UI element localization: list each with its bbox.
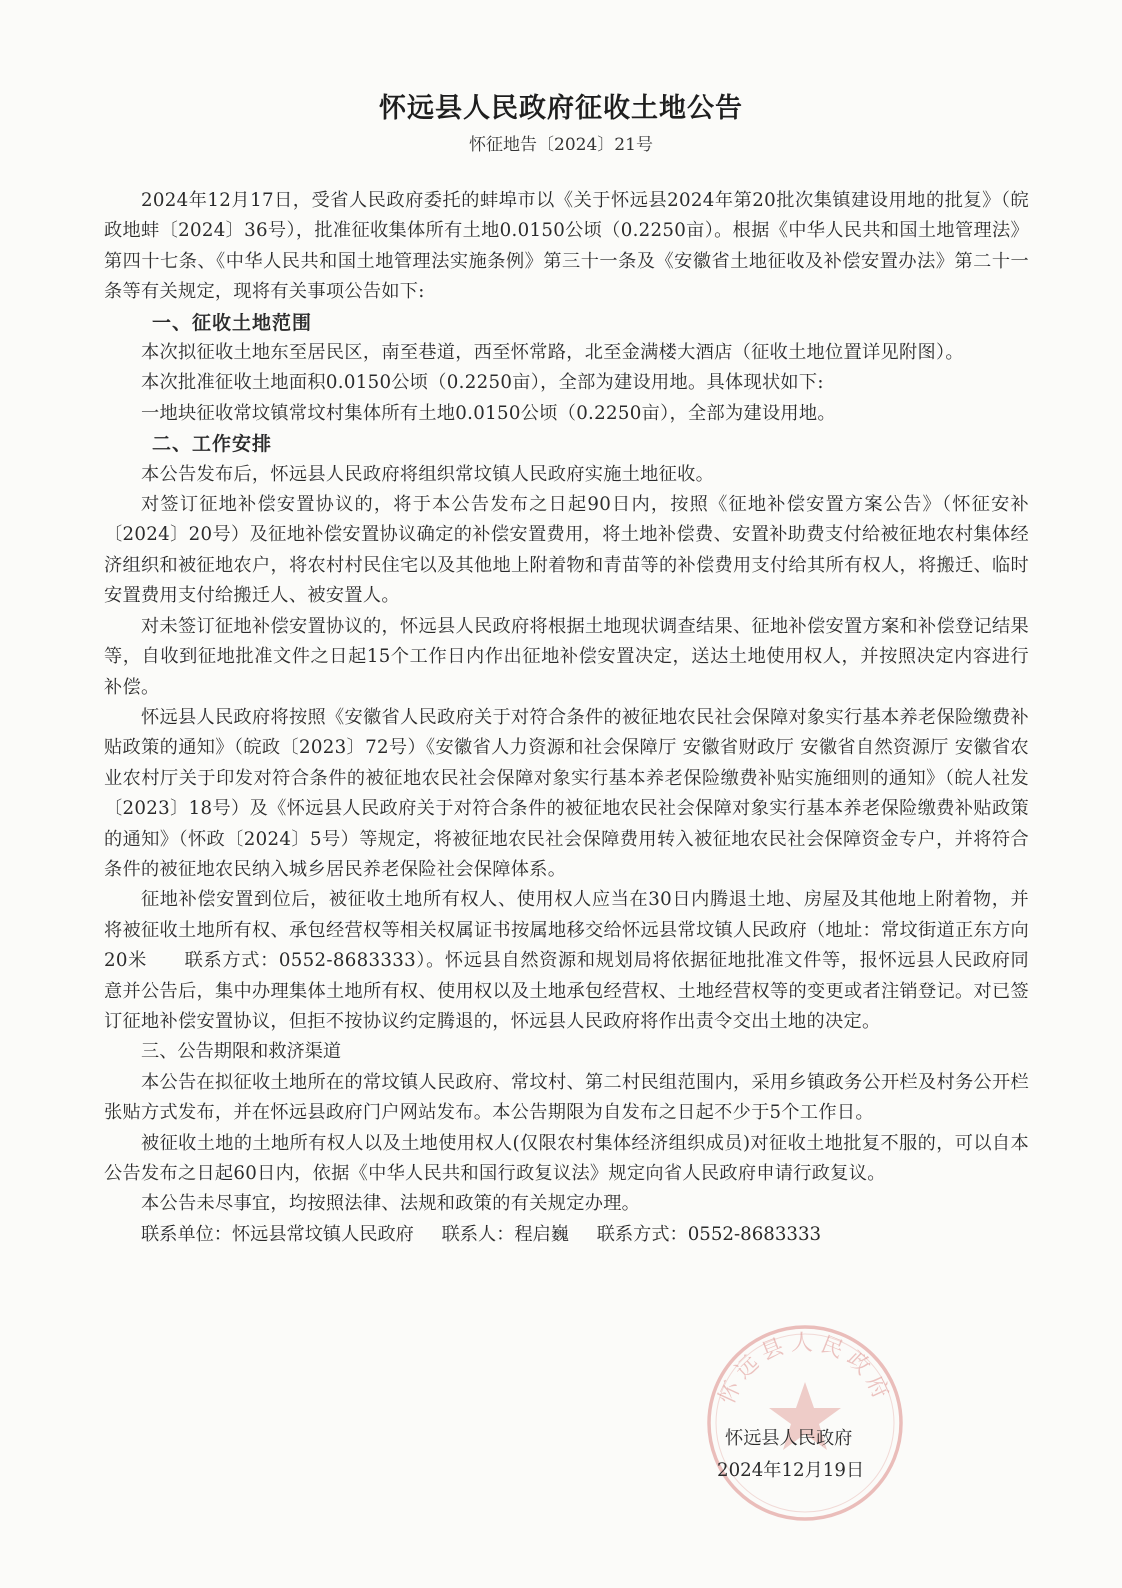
contact-unit: 联系单位：怀远县常坟镇人民政府 (141, 1223, 414, 1245)
paragraph: 一地块征收常坟镇常坟村集体所有土地0.0150公顷（0.2250亩），全部为建设用地。 (141, 402, 836, 424)
contact-person: 联系人：程启巍 (441, 1223, 569, 1245)
seal-text: 怀远县人民政府 (714, 1330, 896, 1409)
notice-body (104, 186, 1029, 1250)
paragraph: 本公告发布后，怀远县人民政府将组织常坟镇人民政府实施土地征收。 (141, 463, 715, 485)
contact-phone: 联系方式：0552-8683333 (596, 1223, 822, 1245)
intro-paragraph: 2024年12月17日，受省人民政府委托的蚌埠市以《关于怀远县2024年第20批次集镇建设用地的批复》（皖政地蚌〔2024〕36号），批准征收集体所有土地0.0150公顷（0.2250亩）。根据《中华人民共和国土地管理法》第四十七条、《中华人民共和国土地管理法实施条例》第三十一条及《安徽省土地征收及补偿安置办法》第二十一条等有关规定，现将有关事项公告如下: (104, 190, 1029, 303)
section-heading-arrangement: 二、工作安排 (152, 433, 273, 456)
contact-line (104, 1220, 1029, 1250)
official-seal-icon (700, 1318, 910, 1528)
paragraph: 本公告在拟征收土地所在的常坟镇人民政府、常坟村、第二村民组范围内，采用乡镇政务公开栏及村务公开栏张贴方式发布，并在怀远县政府门户网站发布。本公告期限为自发布之日起不少于5个工作日。 (104, 1071, 1029, 1124)
paragraph: 怀远县人民政府将按照《安徽省人民政府关于对符合条件的被征地农民社会保障对象实行基本养老保险缴费补贴政策的通知》（皖政〔2023〕72号）《安徽省人力资源和社会保障厅 安徽省财政厅 安徽省自然资源厅 安徽省农业农村厅关于印发对符合条件的被征地农民社会保障对象实行基本养老保险缴费补贴实施细则的通知》（皖人社发〔2023〕18号）及《怀远县人民政府关于对符合条件的被征地农民社会保障对象实行基本养老保险缴费补贴政策的通知》（怀政〔2024〕5号）等规定，将被征地农民社会保障费用转入被征地农民社会保障资金专户，并将符合条件的被征地农民纳入城乡居民养老保险社会保障体系。 (104, 706, 1029, 880)
section-heading-period: 三、公告期限和救济渠道 (141, 1041, 342, 1063)
issuer-name: 怀远县人民政府 (725, 1428, 853, 1449)
section-heading-scope: 一、征收土地范围 (152, 311, 313, 334)
paragraph: 征地补偿安置到位后，被征收土地所有权人、使用权人应当在30日内腾退土地、房屋及其他地上附着物，并将被征收土地所有权、承包经营权等相关权属证书按属地移交给怀远县常坟镇人民政府（地址：常坟街道正东方向20米 联系方式：0552-8683333）。怀远县自然资源和规划局将依据征地批准文件等，报怀远县人民政府同意并公告后，集中办理集体土地所有权、使用权以及土地承包经营权、土地经营权等的变更或者注销登记。对已签订征地补偿安置协议，但拒不按协议约定腾退的，怀远县人民政府将作出责令交出土地的决定。 (104, 889, 1029, 1032)
paragraph: 对签订征地补偿安置协议的，将于本公告发布之日起90日内，按照《征地补偿安置方案公告》（怀征安补〔2024〕20号）及征地补偿安置协议确定的补偿安置费用，将土地补偿费、安置补助费支付给被征地农村集体经济组织和被征地农户，将农村村民住宅以及其他地上附着物和青苗等的补偿费用支付给其所有权人，将搬迁、临时安置费用支付给搬迁人、被安置人。 (104, 494, 1029, 607)
page-title: 怀远县人民政府征收土地公告 (379, 93, 743, 124)
paragraph: 对未签订征地补偿安置协议的，怀远县人民政府将根据土地现状调查结果、征地补偿安置方案和补偿登记结果等，自收到征地批准文件之日起15个工作日内作出征地补偿安置决定，送达土地使用权人，并按照决定内容进行补偿。 (104, 615, 1029, 698)
document-number: 怀征地告〔2024〕21号 (469, 135, 653, 155)
paragraph: 本次拟征收土地东至居民区，南至巷道，西至怀常路，北至金满楼大酒店（征收土地位置详见附图）。 (141, 342, 964, 364)
issue-date: 2024年12月19日 (717, 1460, 865, 1481)
paragraph: 被征收土地的土地所有权人以及土地使用权人(仅限农村集体经济组织成员)对征收土地批复不服的，可以自本公告发布之日起60日内，依据《中华人民共和国行政复议法》规定向省人民政府申请行政复议。 (104, 1132, 1029, 1184)
paragraph: 本公告未尽事宜，均按照法律、法规和政策的有关规定办理。 (141, 1193, 641, 1215)
paragraph: 本次批准征收土地面积0.0150公顷（0.2250亩），全部为建设用地。具体现状如下: (141, 372, 824, 394)
